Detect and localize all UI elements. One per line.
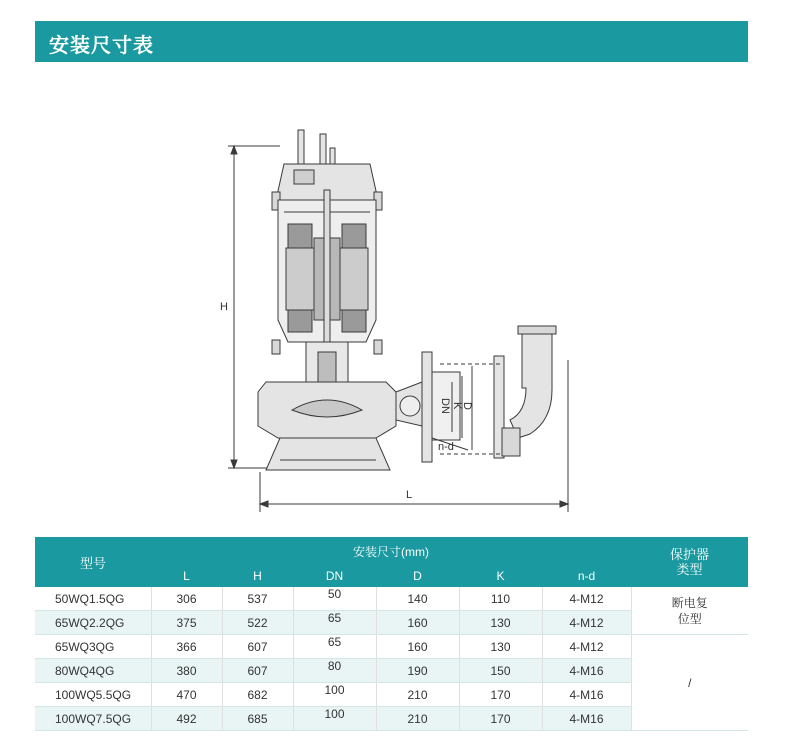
model-header: 型号 [35,537,151,587]
cell-h: 685 [222,707,293,731]
cell-nd: 4-M12 [542,611,631,635]
label-nd: n-d [438,441,454,453]
cell-d: 160 [376,635,459,659]
pump-base [266,438,390,470]
protection-header: 保护器类型 [631,537,748,587]
cell-dn: 65 [293,611,376,635]
cell-model: 100WQ5.5QG [35,683,151,707]
col-header-dn: DN [293,565,376,587]
label-dn: DN [439,398,451,414]
col-header-h: H [222,565,293,587]
pump-installation-diagram [200,120,590,520]
cell-d: 210 [376,683,459,707]
table-row [35,587,748,611]
cell-model: 65WQ3QG [35,635,151,659]
cell-model: 50WQ1.5QG [35,587,151,611]
outlet-flange [422,352,432,462]
label-h: H [220,301,228,313]
cell-nd: 4-M16 [542,659,631,683]
cell-k: 130 [459,635,542,659]
cell-model: 65WQ2.2QG [35,611,151,635]
installation-dimensions-table [35,537,748,731]
cell-model: 100WQ7.5QG [35,707,151,731]
dimensions-header: 安装尺寸(mm) [151,537,631,565]
cell-nd: 4-M16 [542,683,631,707]
cell-d: 160 [376,611,459,635]
cell-dn: 100 [293,683,376,707]
cell-k: 170 [459,683,542,707]
cell-d: 190 [376,659,459,683]
table-row [35,635,748,659]
cell-nd: 4-M16 [542,707,631,731]
label-l: L [406,489,413,501]
elbow-outlet [510,332,552,438]
cell-l: 375 [151,611,222,635]
cell-d: 210 [376,707,459,731]
cell-dn: 100 [293,707,376,731]
col-header-l: L [151,565,222,587]
cell-h: 537 [222,587,293,611]
cell-h: 607 [222,659,293,683]
cell-nd: 4-M12 [542,587,631,611]
cell-dn: 80 [293,659,376,683]
cell-d: 140 [376,587,459,611]
cell-dn: 65 [293,635,376,659]
cell-l: 492 [151,707,222,731]
label-d: D [461,402,473,410]
col-header-k: K [459,565,542,587]
col-header-nd: n-d [542,565,631,587]
cell-k: 170 [459,707,542,731]
cell-h: 682 [222,683,293,707]
cell-l: 380 [151,659,222,683]
cell-dn: 50 [293,587,376,611]
cell-h: 607 [222,635,293,659]
section-title: 安装尺寸表 [49,35,154,57]
section-header [35,21,748,62]
cell-k: 110 [459,587,542,611]
label-k: K [451,402,463,410]
protection-value-reset: 断电复位型 [631,587,748,635]
cell-model: 80WQ4QG [35,659,151,683]
cell-k: 130 [459,611,542,635]
cell-h: 522 [222,611,293,635]
cell-nd: 4-M12 [542,635,631,659]
col-header-d: D [376,565,459,587]
cell-k: 150 [459,659,542,683]
cell-l: 306 [151,587,222,611]
cell-l: 470 [151,683,222,707]
protection-value-none: / [631,635,748,731]
cell-l: 366 [151,635,222,659]
